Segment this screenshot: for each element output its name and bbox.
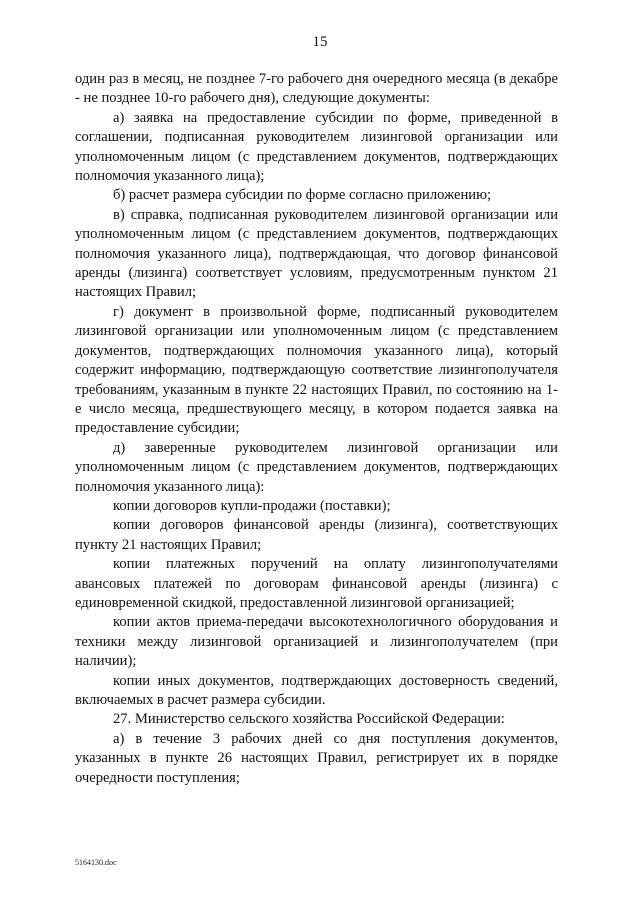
paragraph: г) документ в произвольной форме, подписанный руководителем лизинговой организации или уполномоченным лицом (с представлением документов, подтверждающих полномочия указанного лица), который содержит информацию, подтверждающую соответствие лизингополучателя требованиям, указанным в пункте 22 настоящих Правил, по состоянию на 1-е число месяца, предшествующего месяцу, в котором подается заявка на предоставление субсидии;: [75, 303, 558, 437]
paragraph: а) заявка на предоставление субсидии по форме, приведенной в соглашении, подписанная руководителем лизинговой организации или уполномоченным лицом (с представлением документов, подтверждающих полномочия указанного лица);: [75, 109, 558, 185]
paragraph: д) заверенные руководителем лизинговой организации или уполномоченным лицом (с представлением документов, подтверждающих полномочия указанного лица):: [75, 439, 558, 495]
paragraph: в) справка, подписанная руководителем лизинговой организации или уполномоченным лицом (с представлением документов, подтверждающих полномочия указанного лица), подтверждающая, что договор финансовой аренды (лизинга) соответствует условиям, предусмотренным пунктом 21 настоящих Правил;: [75, 206, 558, 301]
paragraph: копии договоров купли-продажи (поставки);: [113, 497, 391, 514]
page-number: 15: [312, 34, 328, 50]
paragraph: б) расчет размера субсидии по форме согласно приложению;: [113, 187, 492, 204]
paragraph: копии платежных поручений на оплату лизингополучателями авансовых платежей по договорам финансовой аренды (лизинга) с единовременной скидкой, предоставленной лизинговой организацией;: [75, 556, 558, 611]
paragraph: 27. Министерство сельского хозяйства Российской Федерации:: [113, 711, 505, 728]
document-filename: 5164130.doc: [75, 858, 117, 867]
paragraph: один раз в месяц, не позднее 7-го рабочего дня очередного месяца (в декабре - не позднее 10-го рабочего дня), следующие документы:: [75, 71, 558, 107]
paragraph: копии иных документов, подтверждающих достоверность сведений, включаемых в расчет размера субсидии.: [75, 672, 558, 708]
document-body: [75, 70, 558, 788]
paragraph: копии договоров финансовой аренды (лизинга), соответствующих пункту 21 настоящих Правил;: [75, 517, 558, 553]
paragraph: а) в течение 3 рабочих дней со дня поступления документов, указанных в пункте 26 настоящих Правил, регистрирует их в порядке очередности поступления;: [75, 730, 558, 786]
paragraph: копии актов приема-передачи высокотехнологичного оборудования и техники между лизинговой организацией и лизингополучателем (при наличии);: [75, 614, 558, 670]
